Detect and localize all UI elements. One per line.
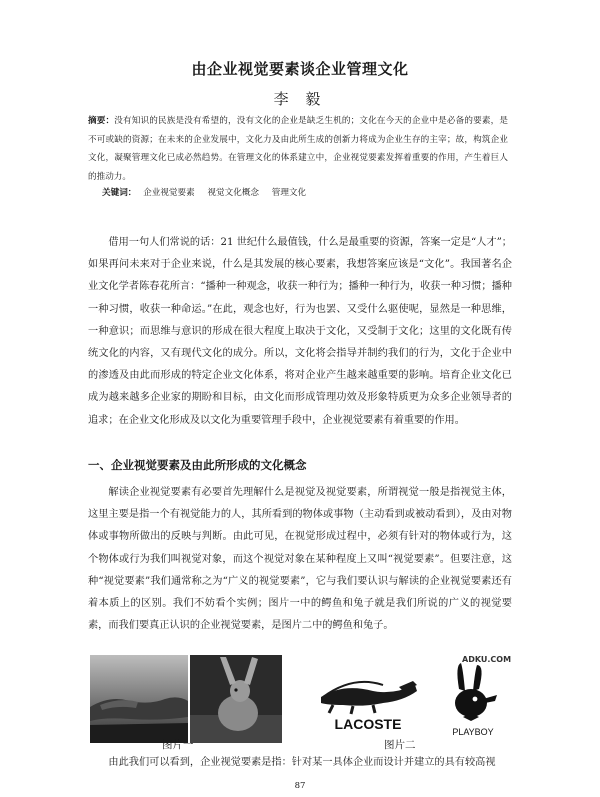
keyword-item: 企业视觉要素 <box>143 188 195 198</box>
section-heading-1: 一、企业视觉要素及由此所形成的文化概念 <box>88 458 307 472</box>
body-paragraph-2: 解读企业视觉要素有必要首先理解什么是视觉及视觉要素，所谓视觉一般是指视觉主体，这里主要是指一个有视觉能力的人，其所看到的物体或事物（主动看到或被动看到），及由对物体或事物所做出的反映与判断。由此可见，在视觉形成过程中，必须有针对的物体或行为，这个物体或行为我们叫视觉对象，而这个视觉对象在某种程度上又叫“视觉要素”。但要注意，这种“视觉要素”我们通常称之为“广义的视觉要素”，它与我们要认识与解读的企业视觉要素还有着本质上的区别。我们不妨看个实例；图片一中的鳄鱼和兔子就是我们所说的广义的视觉要素，而我们要真正认识的企业视觉要素，是图片二中的鳄鱼和兔子。 <box>88 487 512 632</box>
body-paragraph-1: 借用一句人们常说的话：21 世纪什么最值钱，什么是最重要的资源，答案一定是“人才”；如果再问未来对于企业来说，什么是其发展的核心要素，我想答案应该是“文化”。我国著名企业文化学者陈春花所言：“播种一种观念，收获一种行为；播种一种行为，收获一种习惯；播种一种习惯，收获一种命运。”在此，观念也好，行为也罢、又受什么驱使呢，显然是一种思维，一种意识；而思维与意识的形成在很大程度上取决于文化，又受制于文化；这里的文化既有传统文化的内容，又有现代文化的成分。所以，文化将会指导并制约我们的行为，文化于企业中的渗透及由此而形成的特定企业文化体系，将对企业产生越来越重要的影响。培育企业文化已成为越来越多企业家的期盼和目标，由文化而形成管理功效及形象特质更为众多企业领导者的追求；在企业文化形成及以文化为重要管理手段中，企业视觉要素有着重要的作用。 <box>88 237 512 426</box>
keyword-item: 视觉文化概念 <box>207 188 260 198</box>
lacoste-wordmark: LACOSTE <box>334 716 402 732</box>
playboy-logo <box>433 655 513 743</box>
abstract-text: 没有知识的民族是没有希望的，没有文化的企业是缺乏生机的；文化在今天的企业中是必备的要素，是不可或缺的资源；在未来的企业发展中，文化力及由此所生成的创新力将成为企业生存的主宰；故，构筑企业文化，凝聚管理文化已成必然趋势。在管理文化的体系建立中，企业视觉要素发挥着重要的作用，产生着巨人的推动力。 <box>88 116 508 182</box>
paper-title: 由企业视觉要素谈企业管理文化 <box>191 60 409 78</box>
page-number: 87 <box>294 781 306 791</box>
keywords-label: 关键词： <box>102 188 137 198</box>
watermark: ADKU.COM <box>462 655 512 664</box>
crocodile-photo <box>90 655 188 743</box>
playboy-wordmark: PLAYBOY <box>452 727 494 737</box>
rabbit-photo <box>190 655 282 743</box>
keywords <box>102 186 522 198</box>
body-paragraph-3: 由此我们可以看到，企业视觉要素是指：针对某一具体企业而设计并建立的具有较高视 <box>108 757 496 768</box>
figure-caption-1: 图片一 <box>162 739 194 751</box>
figure-caption-2: 图片二 <box>384 739 416 751</box>
abstract <box>88 112 508 186</box>
abstract-label: 摘要： <box>88 116 115 126</box>
author-name: 李 毅 <box>273 90 327 108</box>
lacoste-logo <box>313 655 423 743</box>
keyword-item: 管理文化 <box>271 188 307 198</box>
